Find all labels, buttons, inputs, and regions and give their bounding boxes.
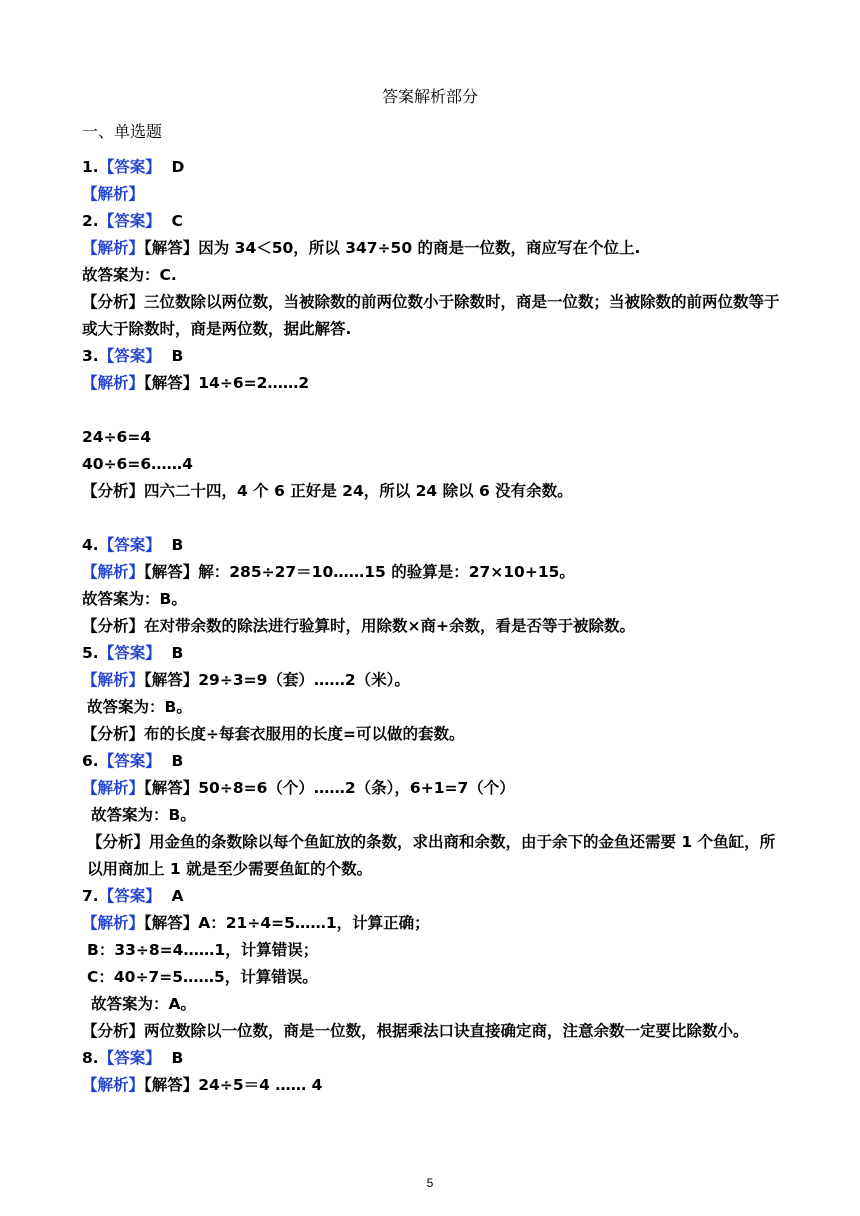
q3-analysis-line bbox=[82, 370, 782, 397]
q7-analysis-tag: 【解析】 bbox=[82, 914, 145, 932]
q5-answer: B bbox=[160, 644, 184, 662]
q1-answer-line bbox=[82, 154, 782, 181]
section-heading: 一、单选题 bbox=[82, 122, 163, 141]
q6-analysis-line bbox=[82, 775, 782, 802]
q2-conclusion: 故答案为：C. bbox=[82, 266, 177, 284]
q7-conclusion: 故答案为：A。 bbox=[91, 995, 196, 1013]
q3-solution: 【解答】14÷6=2……2 bbox=[144, 374, 310, 392]
q4-analysis-tag: 【解析】 bbox=[82, 563, 145, 581]
q6-conclusion: 故答案为：B。 bbox=[91, 806, 196, 824]
spacer bbox=[82, 397, 782, 424]
q3-answer-tag: 【答案】 bbox=[98, 347, 161, 365]
q5-answer-line bbox=[82, 640, 782, 667]
page-title: 答案解析部分 bbox=[381, 87, 478, 106]
q8-analysis-tag: 【解析】 bbox=[82, 1076, 145, 1094]
q6-explanation: 【分析】用金鱼的条数除以每个鱼缸放的条数，求出商和余数，由于余下的金鱼还需要 1 个鱼缸，所以用商加上 1 就是至少需要鱼缸的个数。 bbox=[87, 833, 776, 878]
answer-list bbox=[82, 154, 782, 1099]
q5-analysis-tag: 【解析】 bbox=[82, 671, 145, 689]
q3-solution-line-3: 40÷6=6……4 bbox=[82, 455, 193, 473]
q4-solution: 【解答】解：285÷27＝10……15 的验算是：27×10+15。 bbox=[144, 563, 575, 581]
q6-analysis-tag: 【解析】 bbox=[82, 779, 145, 797]
q1-answer: D bbox=[160, 158, 185, 176]
q8-number: 8. bbox=[82, 1049, 99, 1067]
q8-answer-line bbox=[82, 1045, 782, 1072]
q2-answer-tag: 【答案】 bbox=[98, 212, 161, 230]
q5-analysis-line bbox=[82, 667, 782, 694]
q5-answer-tag: 【答案】 bbox=[98, 644, 161, 662]
q7-answer: A bbox=[160, 887, 184, 905]
q7-solution-line-3: C：40÷7=5……5，计算错误。 bbox=[87, 968, 318, 986]
q3-answer-line bbox=[82, 343, 782, 370]
q6-answer-line bbox=[82, 748, 782, 775]
q5-number: 5. bbox=[82, 644, 99, 662]
q8-solution: 【解答】24÷5＝4 …… 4 bbox=[144, 1076, 323, 1094]
q4-answer-tag: 【答案】 bbox=[98, 536, 161, 554]
q7-explanation: 【分析】两位数除以一位数，商是一位数，根据乘法口诀直接确定商，注意余数一定要比除数小。 bbox=[82, 1022, 749, 1040]
q4-conclusion: 故答案为：B。 bbox=[82, 590, 187, 608]
q3-explanation: 【分析】四六二十四，4 个 6 正好是 24，所以 24 除以 6 没有余数。 bbox=[82, 482, 573, 500]
q2-answer-line bbox=[82, 208, 782, 235]
q1-analysis-line bbox=[82, 181, 782, 208]
q7-solution-line-2: B：33÷8=4……1，计算错误； bbox=[87, 941, 319, 959]
q4-analysis-line bbox=[82, 559, 782, 586]
q3-number: 3. bbox=[82, 347, 99, 365]
q5-conclusion: 故答案为：B。 bbox=[87, 698, 192, 716]
q2-number: 2. bbox=[82, 212, 99, 230]
q4-answer: B bbox=[160, 536, 184, 554]
q6-answer: B bbox=[160, 752, 184, 770]
q8-answer: B bbox=[160, 1049, 184, 1067]
q3-answer: B bbox=[160, 347, 184, 365]
q2-analysis-tag: 【解析】 bbox=[82, 239, 145, 257]
q8-analysis-line bbox=[82, 1072, 782, 1099]
q6-number: 6. bbox=[82, 752, 99, 770]
q7-answer-tag: 【答案】 bbox=[98, 887, 161, 905]
q1-number: 1. bbox=[82, 158, 99, 176]
q4-number: 4. bbox=[82, 536, 99, 554]
page-number: 5 bbox=[426, 1176, 434, 1190]
q3-solution-line-2: 24÷6=4 bbox=[82, 428, 152, 446]
q7-solution: 【解答】A：21÷4=5……1，计算正确； bbox=[144, 914, 430, 932]
q7-number: 7. bbox=[82, 887, 99, 905]
q5-solution: 【解答】29÷3=9（套）……2（米）。 bbox=[144, 671, 410, 689]
q7-answer-line bbox=[82, 883, 782, 910]
q2-explanation: 【分析】三位数除以两位数，当被除数的前两位数小于除数时，商是一位数；当被除数的前两位数等于或大于除数时，商是两位数，据此解答. bbox=[82, 293, 780, 338]
q1-answer-tag: 【答案】 bbox=[98, 158, 161, 176]
q2-solution: 【解答】因为 34＜50，所以 347÷50 的商是一位数，商应写在个位上. bbox=[144, 239, 641, 257]
spacer bbox=[82, 505, 782, 532]
q2-analysis-line bbox=[82, 235, 782, 262]
q3-analysis-tag: 【解析】 bbox=[82, 374, 145, 392]
q2-answer: C bbox=[160, 212, 183, 230]
q1-analysis-tag: 【解析】 bbox=[82, 185, 145, 203]
q8-answer-tag: 【答案】 bbox=[98, 1049, 161, 1067]
q4-answer-line bbox=[82, 532, 782, 559]
q7-analysis-line bbox=[82, 910, 782, 937]
q4-explanation: 【分析】在对带余数的除法进行验算时，用除数×商+余数，看是否等于被除数。 bbox=[82, 617, 635, 635]
q6-solution: 【解答】50÷8=6（个）……2（条），6+1=7（个） bbox=[144, 779, 515, 797]
q5-explanation: 【分析】布的长度÷每套衣服用的长度=可以做的套数。 bbox=[82, 725, 465, 743]
q6-answer-tag: 【答案】 bbox=[98, 752, 161, 770]
